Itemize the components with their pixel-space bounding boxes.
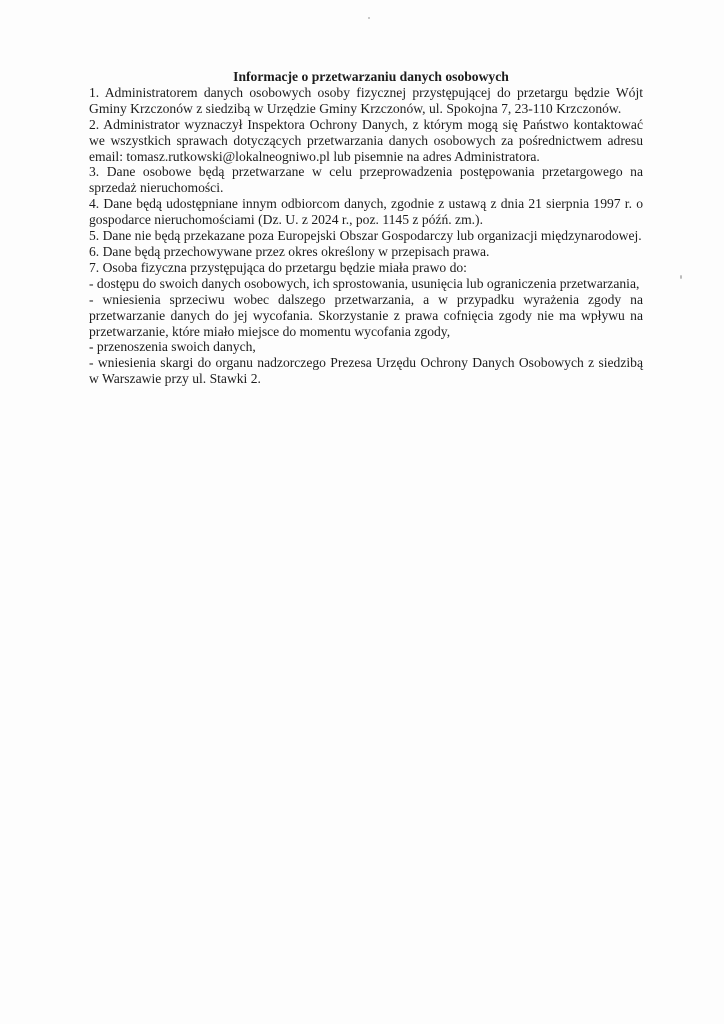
point-4: 4. Dane będą udostępniane innym odbiorcom danych, zgodnie z ustawą z dnia 21 sierpnia 1997 r. o gospodarce nieruchomościami (Dz. U. z 2024 r., poz. 1145 z późń. zm.). (89, 196, 643, 228)
point-7: 7. Osoba fizyczna przystępująca do przetargu będzie miała prawo do: (89, 259, 467, 275)
point-1: 1. Administratorem danych osobowych osoby fizycznej przystępującej do przetargu będzie Wójt Gminy Krzczonów z siedzibą w Urzędzie Gminy Krzczonów, ul. Spokojna 7, 23-110 Krzczonów. (89, 84, 643, 116)
point-5: 5. Dane nie będą przekazane poza Europejski Obszar Gospodarczy lub organizacji międzynarodowej. (89, 228, 642, 244)
rights-list (89, 276, 643, 387)
right-item-portability: - przenoszenia swoich danych, (89, 339, 256, 355)
document-body (89, 69, 643, 387)
right-item-complaint: - wniesienia skargi do organu nadzorczego Prezesa Urzędu Ochrony Danych Osobowych z siedzibą w Warszawie przy ul. Stawki 2. (89, 355, 643, 387)
right-item-access: - dostępu do swoich danych osobowych, ich sprostowania, usunięcia lub ograniczenia przetwarzania, (89, 275, 640, 291)
point-3: 3. Dane osobowe będą przetwarzane w celu przeprowadzenia postępowania przetargowego na sprzedaż nieruchomości. (89, 164, 643, 196)
right-item-objection: - wniesienia sprzeciwu wobec dalszego przetwarzania, a w przypadku wyrażenia zgody na przetwarzanie danych do jej wycofania. Skorzystanie z prawa cofnięcia zgody nie ma wpływu na przetwarzanie, które miało miejsce do momentu wycofania zgody, (89, 291, 643, 339)
point-6: 6. Dane będą przechowywane przez okres określony w przepisach prawa. (89, 243, 490, 259)
document-title: Informacje o przetwarzaniu danych osobowych (233, 69, 509, 84)
point-2: 2. Administrator wyznaczył Inspektora Ochrony Danych, z którym mogą się Państwo kontaktować we wszystkich sprawach dotyczących przetwarzania danych osobowych za pośrednictwem adresu email: tomasz.rutkowski@lokalneogniwo.pl lub pisemnie na adres Administratora. (89, 116, 643, 164)
scan-speck (368, 17, 370, 19)
scan-speck (680, 275, 682, 279)
